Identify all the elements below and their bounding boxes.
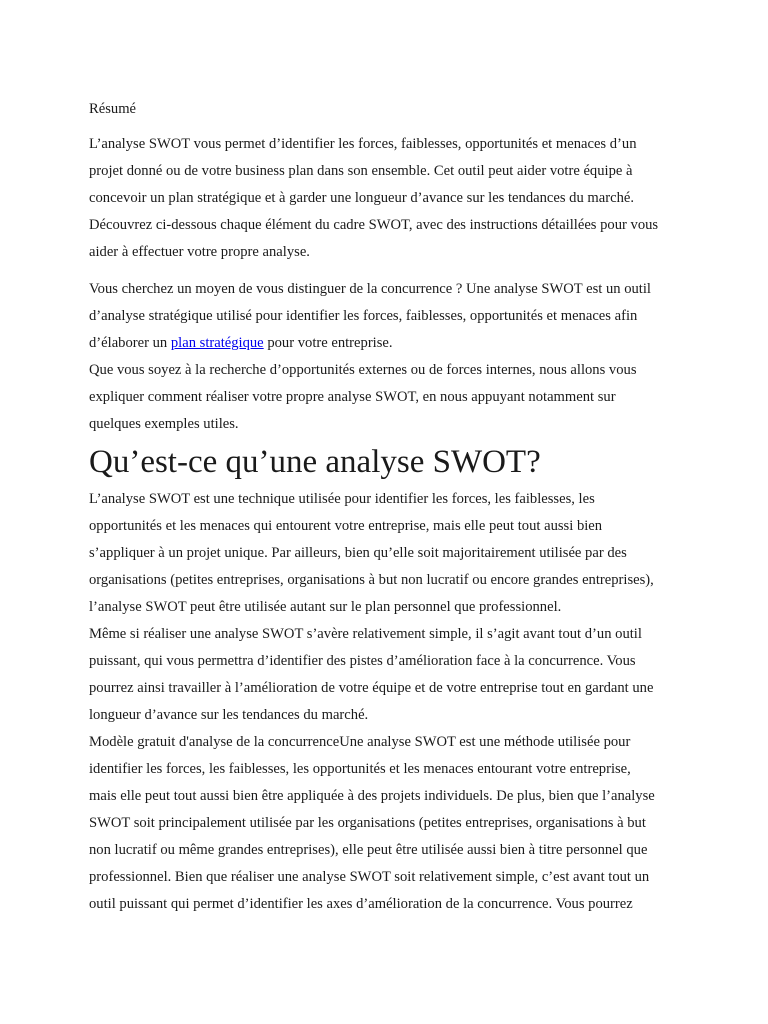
paragraph-line: organisations (petites entreprises, organisations à but non lucratif ou encore grandes entreprises), — [89, 572, 654, 588]
paragraph-line: pourrez ainsi travailler à l’amélioration de votre équipe et de votre entreprise tout en gardant une — [89, 680, 654, 696]
paragraph-line: Découvrez ci-dessous chaque élément du cadre SWOT, avec des instructions détaillées pour vous — [89, 217, 659, 233]
paragraph-line: non lucratif ou même grandes entreprises), elle peut être utilisée aussi bien à titre personnel que — [89, 842, 648, 858]
paragraph-text: pour votre entreprise. — [263, 335, 393, 351]
paragraph-line: s’appliquer à un projet unique. Par ailleurs, bien qu’elle soit majoritairement utilisée par des — [89, 545, 627, 561]
second-paragraph — [89, 276, 689, 357]
paragraph-line: L’analyse SWOT vous permet d’identifier les forces, faiblesses, opportunités et menaces d’un — [89, 136, 637, 152]
third-paragraph — [89, 357, 689, 438]
paragraph-line: projet donné ou de votre business plan dans son ensemble. Cet outil peut aider votre équipe à — [89, 163, 633, 179]
document-page — [89, 96, 689, 918]
paragraph-line: Modèle gratuit d'analyse de la concurrenceUne analyse SWOT est une méthode utilisée pour — [89, 734, 631, 750]
paragraph-line: l’analyse SWOT peut être utilisée autant sur le plan personnel que professionnel. — [89, 599, 562, 615]
paragraph-line: Vous cherchez un moyen de vous distinguer de la concurrence ? Une analyse SWOT est un outil — [89, 281, 651, 297]
paragraph-line — [89, 330, 689, 357]
paragraph-line: L’analyse SWOT est une technique utilisée pour identifier les forces, les faiblesses, les — [89, 491, 595, 507]
paragraph-line: outil puissant qui permet d’identifier les axes d’amélioration de la concurrence. Vous pourrez — [89, 896, 633, 912]
body-text — [89, 486, 689, 918]
paragraph-line: identifier les forces, les faiblesses, les opportunités et les menaces entourant votre entreprise, — [89, 761, 631, 777]
paragraph-line: d’analyse stratégique utilisé pour identifier les forces, faiblesses, opportunités et menaces afin — [89, 308, 638, 324]
paragraph-line: expliquer comment réaliser votre propre analyse SWOT, en nous appuyant notamment sur — [89, 389, 616, 405]
paragraph-line: mais elle peut tout aussi bien être appliquée à des projets individuels. De plus, bien que l’analyse — [89, 788, 655, 804]
paragraph-line: puissant, qui vous permettra d’identifier des pistes d’amélioration face à la concurrence. Vous — [89, 653, 636, 669]
paragraph-line: professionnel. Bien que réaliser une analyse SWOT soit relativement simple, c’est avant tout un — [89, 869, 650, 885]
resume-title: Résumé — [89, 101, 137, 117]
paragraph-line: opportunités et les menaces qui entourent votre entreprise, mais elle peut tout aussi bien — [89, 518, 603, 534]
paragraph-line: Que vous soyez à la recherche d’opportunités externes ou de forces internes, nous allons vous — [89, 362, 637, 378]
intro-paragraph — [89, 131, 689, 266]
paragraph-line: concevoir un plan stratégique et à garder une longueur d’avance sur les tendances du marché. — [89, 190, 635, 206]
paragraph-line: aider à effectuer votre propre analyse. — [89, 244, 310, 260]
section-heading: Qu’est-ce qu’une analyse SWOT? — [89, 444, 541, 480]
paragraph-line: Même si réaliser une analyse SWOT s’avère relativement simple, il s’agit avant tout d’un outil — [89, 626, 642, 642]
paragraph-line: quelques exemples utiles. — [89, 416, 239, 432]
paragraph-line: SWOT soit principalement utilisée par les organisations (petites entreprises, organisations à but — [89, 815, 646, 831]
paragraph-text: d’élaborer un — [89, 335, 171, 351]
paragraph-line: longueur d’avance sur les tendances du marché. — [89, 707, 369, 723]
paragraph-gap — [89, 266, 689, 276]
plan-strategique-link[interactable]: plan stratégique — [170, 335, 264, 351]
